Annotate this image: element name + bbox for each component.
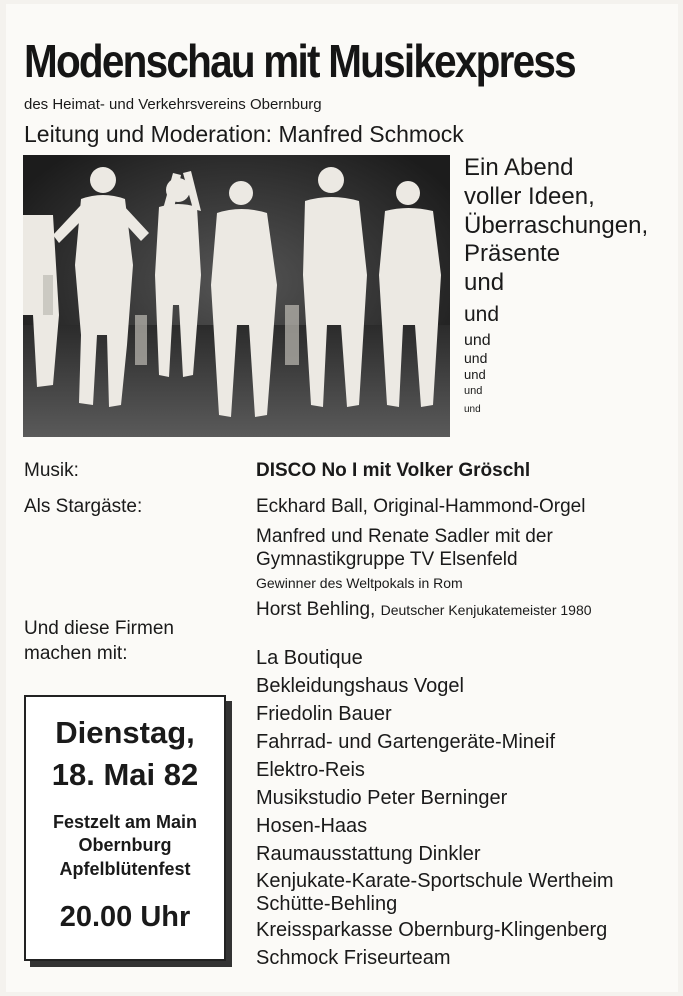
firm-item: Fahrrad- und Gartengeräte-Mineif bbox=[256, 731, 556, 753]
event-place-line: Obernburg bbox=[78, 835, 172, 856]
event-date: 18. Mai 82 bbox=[51, 757, 199, 792]
teaser-line: voller Ideen, bbox=[464, 182, 595, 210]
firm-item: Kreissparkasse Obernburg-Klingenberg bbox=[256, 919, 608, 941]
firm-item: La Boutique bbox=[256, 647, 363, 669]
firms-label-1: Und diese Firmen bbox=[24, 618, 174, 639]
event-time: 20.00 Uhr bbox=[59, 901, 191, 933]
firm-item: Schütte-Behling bbox=[256, 893, 398, 915]
firm-item: Raumausstattung Dinkler bbox=[256, 843, 481, 865]
star-guest-1: Eckhard Ball, Original-Hammond-Orgel bbox=[256, 496, 586, 517]
star-guest-3-title: Deutscher Kenjukatemeister 1980 bbox=[380, 602, 592, 618]
star-guest-2c: Gewinner des Weltpokals in Rom bbox=[256, 575, 463, 591]
leitung-line: Leitung und Moderation: Manfred Schmock bbox=[24, 121, 464, 147]
und-line: und bbox=[464, 302, 500, 326]
event-place-line: Festzelt am Main bbox=[52, 812, 198, 832]
teaser-line: und bbox=[464, 269, 505, 297]
poster-sheet bbox=[6, 4, 678, 992]
firm-item: Bekleidungshaus Vogel bbox=[256, 675, 464, 697]
teaser-line: Präsente bbox=[464, 240, 561, 268]
firms-list bbox=[256, 644, 614, 972]
firm-item: Musikstudio Peter Berninger bbox=[256, 787, 508, 809]
und-line: und bbox=[464, 403, 481, 415]
und-line: und bbox=[464, 350, 488, 367]
teaser-line: Ein Abend bbox=[464, 154, 574, 181]
firm-item: Kenjukate-Karate-Sportschule Wertheim bbox=[256, 870, 614, 892]
firm-item: Elektro-Reis bbox=[256, 759, 365, 781]
event-place-line: Apfelblütenfest bbox=[59, 858, 191, 879]
event-place bbox=[26, 811, 224, 881]
firm-item: Hosen-Haas bbox=[256, 815, 368, 837]
musik-label: Musik: bbox=[24, 460, 79, 481]
poster-title: Modenschau mit Musikexpress bbox=[24, 35, 575, 87]
teaser-text bbox=[464, 154, 648, 416]
firm-item: Schmock Friseurteam bbox=[256, 947, 451, 969]
star-guest-2a: Manfred und Renate Sadler mit der bbox=[256, 526, 553, 547]
poster-subtitle: des Heimat- und Verkehrsvereins Obernburg bbox=[24, 96, 322, 113]
event-box bbox=[24, 695, 226, 961]
dancers-photo-image bbox=[23, 155, 450, 437]
dancers-photo bbox=[23, 155, 450, 437]
star-guest-3-name: Horst Behling, bbox=[256, 599, 376, 620]
und-line: und bbox=[464, 384, 483, 397]
event-day: Dienstag, bbox=[55, 715, 195, 750]
und-line: und bbox=[464, 332, 491, 350]
firm-item: Friedolin Bauer bbox=[256, 703, 392, 725]
musik-value: DISCO No I mit Volker Gröschl bbox=[256, 460, 531, 481]
und-line: und bbox=[464, 367, 486, 383]
teaser-line: Überraschungen, bbox=[464, 211, 649, 239]
firms-label-2: machen mit: bbox=[24, 643, 128, 664]
stargaeste-label: Als Stargäste: bbox=[24, 496, 143, 517]
star-guest-2b: Gymnastikgruppe TV Elsenfeld bbox=[256, 549, 518, 570]
